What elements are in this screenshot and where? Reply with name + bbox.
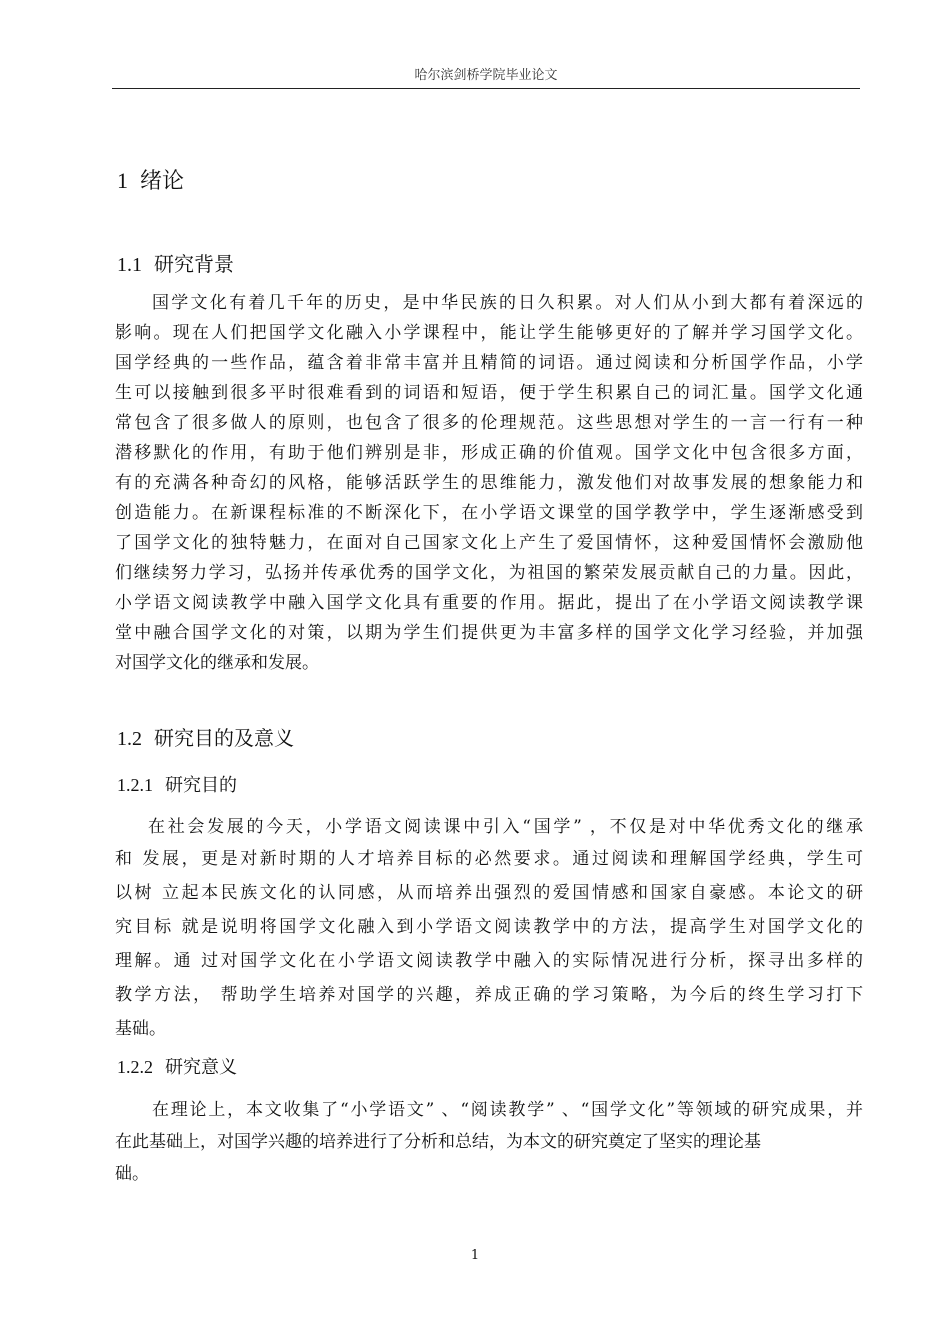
- section-number: 1.1: [117, 254, 142, 276]
- paragraph-line: 基础。: [115, 1019, 166, 1039]
- chapter-heading: [117, 164, 184, 195]
- paragraph-line: 小学语文阅读教学中融入国学文化具有重要的作用。据此，提出了在小学语文阅读教学课: [115, 593, 863, 613]
- paragraph-line: 在此基础上，对国学兴趣的培养进行了分析和总结，为本文的研究奠定了坚实的理论基: [115, 1132, 761, 1152]
- subsection-title: 研究意义: [165, 1057, 237, 1078]
- paragraph-line: 了国学文化的独特魅力，在面对自己国家文化上产生了爱国情怀，这种爱国情怀会激励他: [115, 533, 863, 553]
- subsection-number: 1.2.2: [117, 1057, 153, 1077]
- chapter-number: 1: [117, 168, 128, 193]
- section-heading-1-1: [117, 248, 234, 277]
- paragraph-line: 以树 立起本民族文化的认同感，从而培养出强烈的爱国情感和国家自豪感。本论文的研: [115, 883, 863, 903]
- paragraph-research-background: [115, 288, 863, 678]
- section-title: 研究背景: [154, 252, 234, 276]
- section-heading-1-2: [117, 722, 294, 751]
- paragraph-line: 创造能力。在新课程标准的不断深化下，在小学语文课堂的国学教学中，学生逐渐感受到: [115, 503, 863, 523]
- paragraph-line: 在社会发展的今天，小学语文阅读课中引入“国学” ，不仅是对中华优秀文化的继承: [148, 817, 863, 837]
- header-rule: [112, 88, 860, 89]
- subsection-heading-1-2-2: [117, 1053, 237, 1079]
- paragraph-line: 础。: [115, 1164, 149, 1184]
- paragraph-line: 堂中融合国学文化的对策，以期为学生们提供更为丰富多样的国学文化学习经验，并加强: [115, 623, 863, 643]
- paragraph-line: 有的充满各种奇幻的风格，能够活跃学生的思维能力，激发他们对故事发展的想象能力和: [115, 473, 863, 493]
- paragraph-line: 在理论上，本文收集了“小学语文” 、“阅读教学” 、“国学文化”等领域的研究成果，并: [152, 1100, 863, 1120]
- page-header: 哈尔滨剑桥学院毕业论文: [414, 68, 558, 83]
- paragraph-line: 影响。现在人们把国学文化融入小学课程中，能让学生能够更好的了解并学习国学文化。: [115, 323, 863, 343]
- paragraph-line: 国学文化有着几千年的历史，是中华民族的日久积累。对人们从小到大都有着深远的: [152, 293, 863, 313]
- paragraph-line: 理解。通 过对国学文化在小学语文阅读教学中融入的实际情况进行分析，探寻出多样的: [115, 951, 863, 971]
- chapter-title: 绪论: [140, 169, 185, 194]
- page-number: 1: [470, 1248, 480, 1263]
- section-title: 研究目的及意义: [154, 726, 294, 750]
- paragraph-line: 生可以接触到很多平时很难看到的词语和短语，便于学生积累自己的词汇量。国学文化通: [115, 383, 863, 403]
- paragraph-line: 教学方法， 帮助学生培养对国学的兴趣，养成正确的学习策略，为今后的终生学习打下: [115, 985, 863, 1005]
- paragraph-line: 潜移默化的作用，有助于他们辨别是非，形成正确的价值观。国学文化中包含很多方面，: [115, 443, 863, 463]
- subsection-number: 1.2.1: [117, 775, 153, 795]
- paragraph-line: 们继续努力学习，弘扬并传承优秀的国学文化，为祖国的繁荣发展贡献自己的力量。因此，: [115, 563, 863, 583]
- subsection-heading-1-2-1: [117, 771, 237, 797]
- subsection-title: 研究目的: [165, 775, 237, 796]
- paragraph-research-purpose: [115, 812, 863, 1046]
- paragraph-research-significance: [115, 1094, 863, 1190]
- paragraph-line: 常包含了很多做人的原则，也包含了很多的伦理规范。这些思想对学生的一言一行有一种: [115, 413, 863, 433]
- paragraph-line: 国学经典的一些作品，蕴含着非常丰富并且精简的词语。通过阅读和分析国学作品，小学: [115, 353, 863, 373]
- paragraph-line: 和 发展，更是对新时期的人才培养目标的必然要求。通过阅读和理解国学经典，学生可: [115, 849, 863, 869]
- paragraph-line: 对国学文化的继承和发展。: [115, 653, 319, 673]
- paragraph-line: 究目标 就是说明将国学文化融入到小学语文阅读教学中的方法，提高学生对国学文化的: [115, 917, 863, 937]
- section-number: 1.2: [117, 728, 142, 750]
